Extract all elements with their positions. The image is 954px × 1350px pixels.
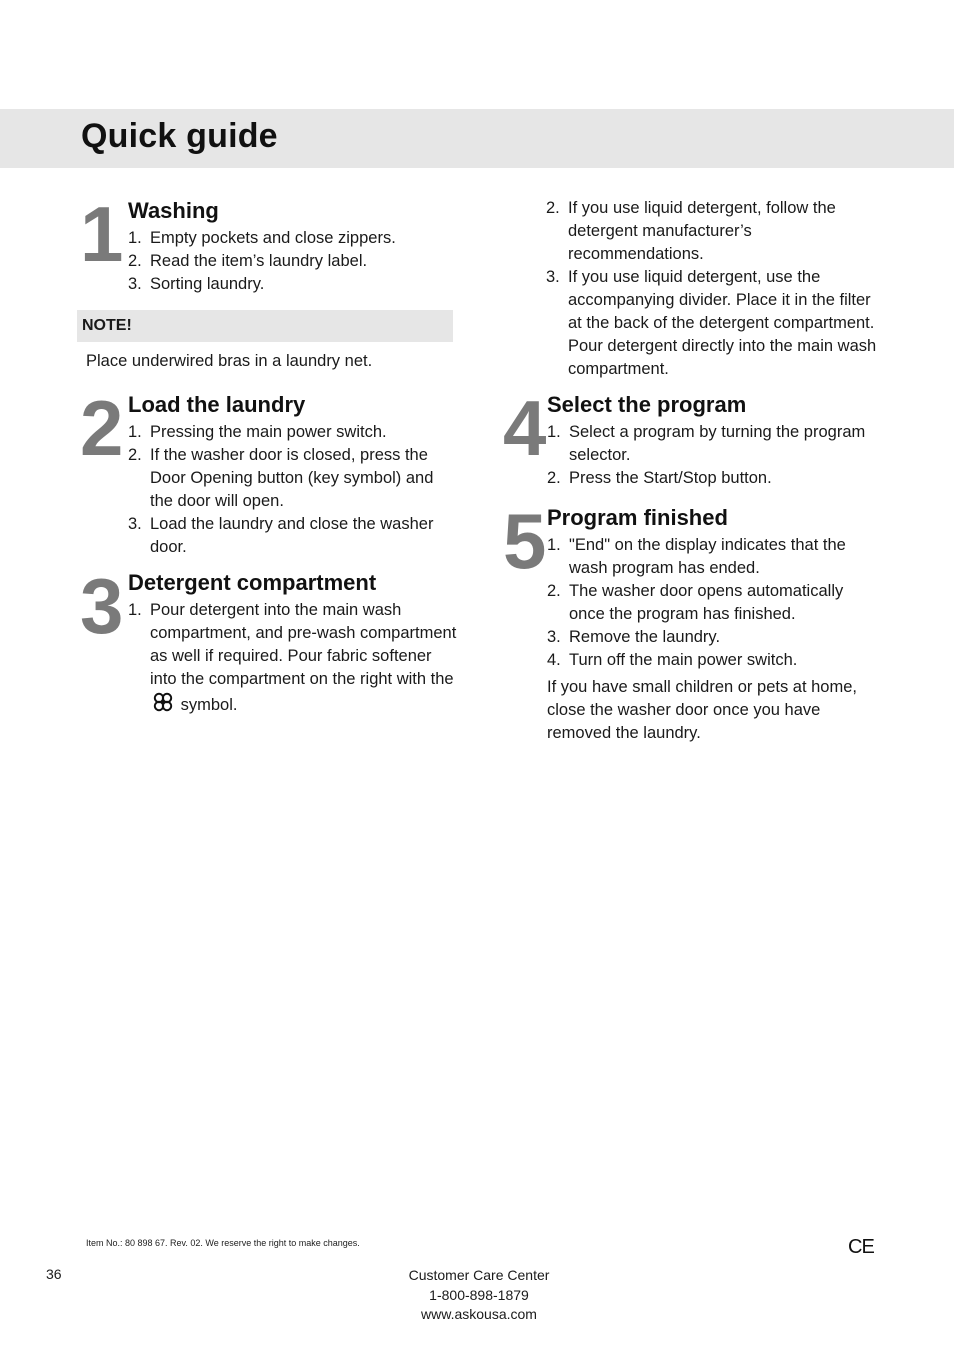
list-item: 1. Pour detergent into the main wash compartment, and pre-wash compartment as well if required. Pour fabric softener into the compartment on the right with the symbol.	[128, 599, 457, 720]
step-number: 2	[80, 384, 124, 472]
list-item: 1. Pressing the main power switch.	[128, 423, 387, 441]
list-item: 3. Sorting laundry.	[128, 275, 265, 293]
care-website[interactable]: www.askousa.com	[421, 1306, 537, 1322]
section-detergent-compartment	[77, 562, 457, 720]
list-item: 2. If the washer door is closed, press the Door Opening button (key symbol) and the door will open.	[128, 446, 434, 510]
list-item: 3. Remove the laundry.	[547, 628, 721, 646]
list-item: 3. If you use liquid detergent, use the accompanying divider. Place it in the filter at the back of the detergent compartment. Pour detergent directly into the main wash compartment.	[546, 268, 877, 378]
step-list	[547, 534, 880, 672]
list-item: 1. Empty pockets and close zippers.	[128, 229, 396, 247]
flower-icon	[152, 691, 174, 720]
section-load-laundry	[77, 384, 457, 559]
step-list	[128, 421, 457, 559]
section-title: Load the laundry	[128, 392, 306, 417]
page-number: 36	[46, 1266, 62, 1282]
step-list	[547, 421, 880, 490]
section-title: Select the program	[547, 392, 747, 417]
step-number: 5	[503, 497, 547, 585]
left-column	[77, 190, 457, 720]
ce-mark-icon: CE	[848, 1236, 874, 1258]
section-select-program	[500, 384, 880, 490]
title-bar	[0, 109, 954, 168]
section-washing	[77, 190, 457, 296]
step-number: 4	[503, 384, 547, 472]
list-item: 2. Read the item’s laundry label.	[128, 252, 368, 270]
right-column	[500, 197, 880, 745]
section-title: Program finished	[547, 505, 728, 530]
section-detergent-continued	[500, 197, 880, 381]
step-number: 1	[80, 190, 124, 278]
list-item: 1. "End" on the display indicates that the wash program has ended.	[547, 536, 846, 577]
section-program-finished	[500, 497, 880, 745]
list-item: 4. Turn off the main power switch.	[547, 651, 798, 669]
step-number: 3	[80, 562, 124, 650]
customer-care	[0, 1266, 954, 1325]
note-text: Place underwired bras in a laundry net.	[86, 352, 373, 370]
list-item: 1. Select a program by turning the program selector.	[547, 423, 866, 464]
final-paragraph: If you have small children or pets at home, close the washer door once you have removed the laundry.	[547, 678, 857, 742]
step-list	[128, 227, 457, 296]
list-item: 3. Load the laundry and close the washer door.	[128, 515, 434, 556]
step-list	[128, 599, 457, 720]
list-item: 2. The washer door opens automatically once the program has finished.	[547, 582, 844, 623]
section-title: Washing	[128, 198, 219, 223]
list-item: 2. Press the Start/Stop button.	[547, 469, 772, 487]
list-item: 2. If you use liquid detergent, follow the detergent manufacturer’s recommendations.	[546, 199, 836, 263]
note-label: NOTE!	[77, 310, 453, 342]
care-phone: 1-800-898-1879	[429, 1286, 529, 1303]
step-list	[546, 197, 880, 381]
item-number: Item No.: 80 898 67. Rev. 02. We reserve the right to make changes.	[86, 1238, 360, 1248]
care-center-label: Customer Care Center	[408, 1267, 550, 1283]
page-title: Quick guide	[81, 117, 278, 155]
section-title: Detergent compartment	[128, 570, 377, 595]
